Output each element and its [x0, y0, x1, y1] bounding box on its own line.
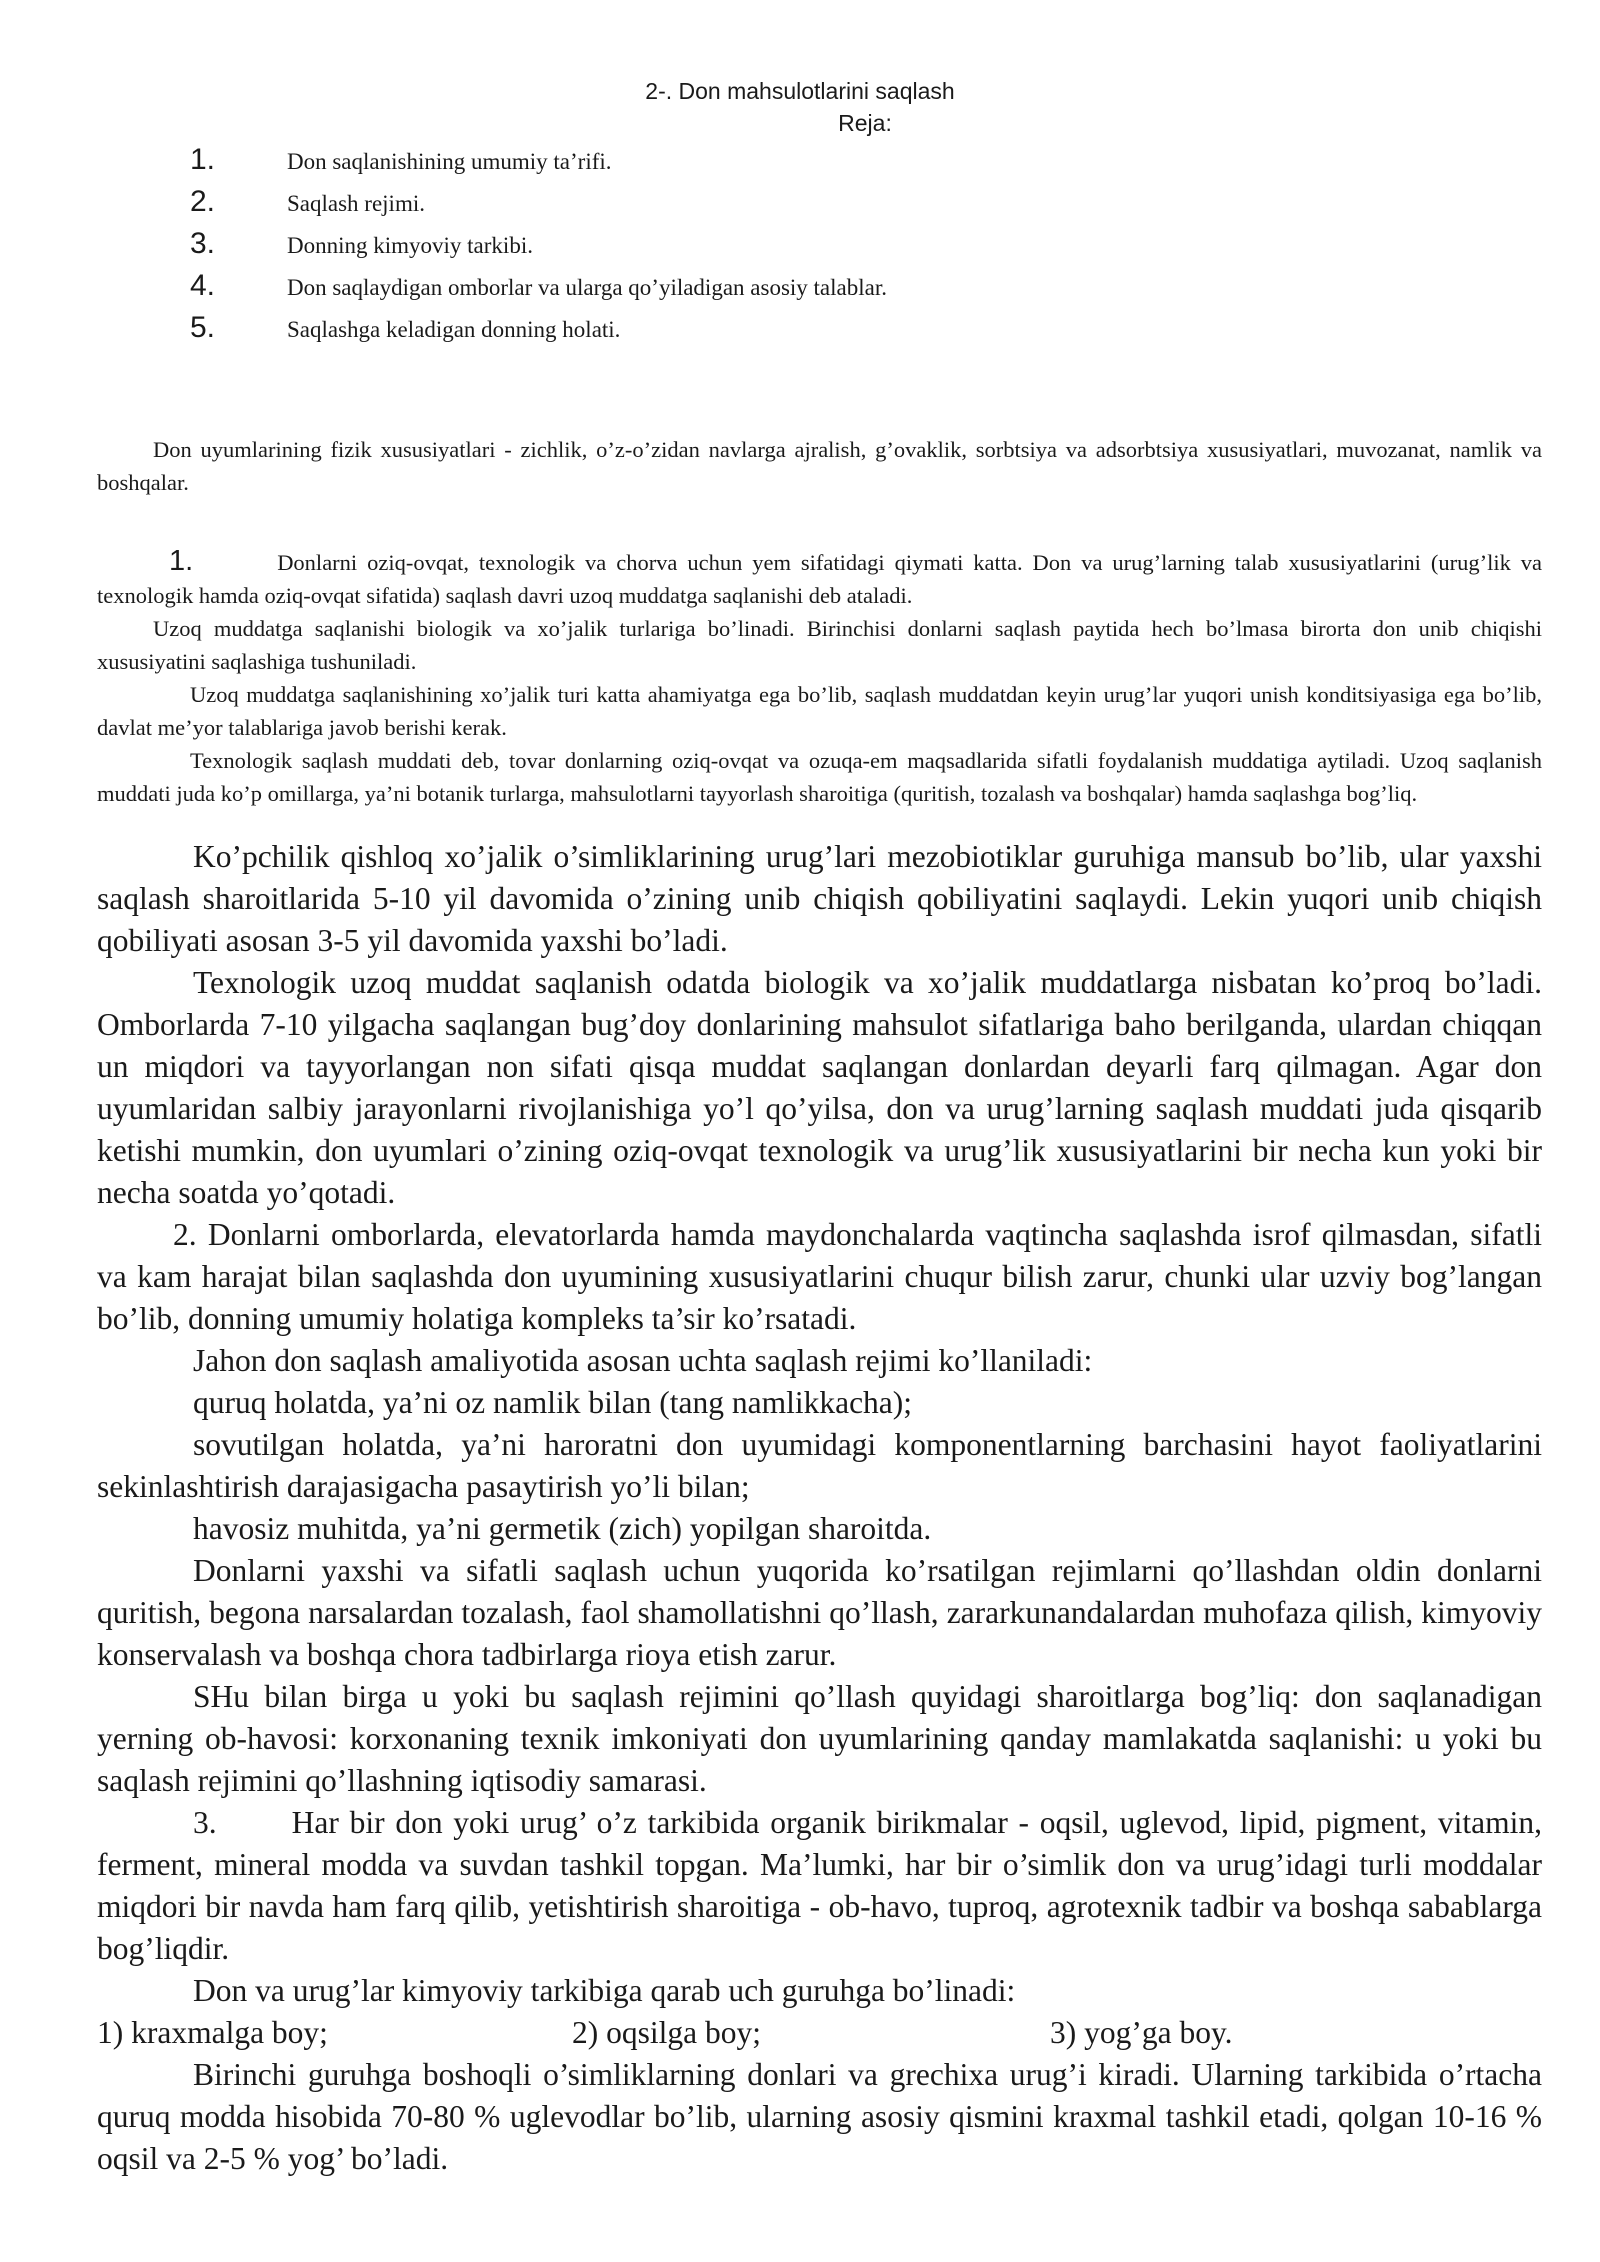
section-1-text: Donlarni oziq-ovqat, texnologik va chorva uchun yem sifatidagi qiymati katta. Don va urug’larning talab xususiyatlarini (urug’lik va texnologik hamda oziq-ovqat sifatida) saqlash davri uzoq muddatga saqlanishi deb ataladi. — [97, 550, 1542, 608]
body-paragraph: Texnologik uzoq muddat saqlanish odatda biologik va xo’jalik muddatlarga nisbatan ko’proq bo’ladi. Omborlarda 7-10 yilgacha saqlangan bug’doy donlarining mahsulot sifatlariga baho berilganda, ulardan chiqqan un miqdori va tayyorlangan non sifati qisqa muddat saqlangan donlardan deyarli farq qilmagan. Agar don uyumlaridan salbiy jarayonlarni rivojlanishiga yo’l qo’yilsa, don va urug’larning saqlash muddati juda qisqarib ketishi mumkin, don uyumlari o’zining oziq-ovqat texnologik va urug’lik xususiyatlarini bir necha kun yoki bir necha soatda yo’qotadi. — [97, 965, 1542, 1210]
group-list — [97, 2012, 1542, 2054]
section-1-block — [97, 545, 1542, 810]
body-paragraph: 2. Donlarni omborlarda, elevatorlarda hamda maydonchalarda vaqtincha saqlashda isrof qilmasdan, sifatli va kam harajat bilan saqlashda don uyumining xususiyatlarini chuqur bilish zarur, chunki ular uzviy bog’langan bo’lib, donning umumiy holatiga kompleks ta’sir ko’rsatadi. — [97, 1217, 1542, 1336]
section-1-paragraph: Uzoq muddatga saqlanishi biologik va xo’jalik turlariga bo’linadi. Birinchisi donlarni saqlash paytida hech bo’lmasa birorta don unib chiqishi xususiyatini saqlashiga tushuniladi. — [97, 616, 1542, 674]
body-paragraph: quruq holatda, ya’ni oz namlik bilan (tang namlikkacha); — [193, 1385, 913, 1420]
plan-item-text: Donning kimyoviy tarkibi. — [287, 233, 533, 258]
plan-item — [190, 185, 1290, 227]
group-item: 3) yog’ga boy. — [1050, 2015, 1233, 2050]
plan-item-text: Don saqlanishining umumiy ta’rifi. — [287, 149, 612, 174]
body-paragraph: sovutilgan holatda, ya’ni haroratni don uyumidagi komponentlarning barchasini hayot faoliyatlarini sekinlashtirish darajasigacha pasaytirish yo’li bilan; — [97, 1427, 1542, 1504]
group-item: 2) oqsilga boy; — [572, 2015, 761, 2050]
plan-list — [190, 143, 1290, 353]
intro-paragraph: Don uyumlarining fizik xususiyatlari - zichlik, o’z-o’zidan navlarga ajralish, g’ovaklik, sorbtsiya va adsorbtsiya xususiyatlari, muvozanat, namlik va boshqalar. — [97, 437, 1542, 495]
body-paragraph: SHu bilan birga u yoki bu saqlash rejimini qo’llash quyidagi sharoitlarga bog’liq: don saqlanadigan yerning ob-havosi: korxonaning texnik imkoniyati don uyumlarining qanday mamlakatda saqlanishi: u yoki bu saqlash rejimini qo’llashning iqtisodiy samarasi. — [97, 1679, 1542, 1798]
main-text — [97, 836, 1542, 2180]
plan-item — [190, 143, 1290, 185]
body-paragraph: Donlarni yaxshi va sifatli saqlash uchun yuqorida ko’rsatilgan rejimlarni qo’llashdan oldin donlarni quritish, begona narsalardan tozalash, faol shamollatishni qo’llash, zararkunandalardan muhofaza qilish, kimyoviy konservalash va boshqa chora tadbirlarga rioya etish zarur. — [97, 1553, 1542, 1672]
body-paragraph: Jahon don saqlash amaliyotida asosan uchta saqlash rejimi ko’llaniladi: — [193, 1343, 1093, 1378]
plan-item-number: 1. — [190, 143, 216, 176]
plan-item-number: 2. — [190, 185, 216, 218]
plan-item-text: Saqlash rejimi. — [287, 191, 425, 216]
section-1-number: 1. — [169, 545, 194, 577]
plan-heading: Reja: — [838, 110, 892, 136]
section-1-paragraph: Uzoq muddatga saqlanishining xo’jalik turi katta ahamiyatga ega bo’lib, saqlash muddatdan keyin urug’lar yuqori unish konditsiyasiga ega bo’lib, davlat me’yor talablariga javob berishi kerak. — [97, 682, 1542, 740]
group-item: 1) kraxmalga boy; — [97, 2015, 328, 2050]
plan-item — [190, 311, 1290, 353]
body-paragraph: 3. Har bir don yoki urug’ o’z tarkibida organik birikmalar - oqsil, uglevod, lipid, pigment, vitamin, ferment, mineral modda va suvdan tashkil topgan. Ma’lumki, har bir o’simlik don va urug’idagi turli moddalar miqdori bir navda ham farq qilib, yetishtirish sharoitiga - ob-havo, tuproq, agrotexnik tadbir va boshqa sabablarga bog’liqdir. — [97, 1805, 1542, 1966]
plan-item — [190, 269, 1290, 311]
plan-item-text: Saqlashga keladigan donning holati. — [287, 317, 621, 342]
plan-item-text: Don saqlaydigan omborlar va ularga qo’yiladigan asosiy talablar. — [287, 275, 887, 300]
section-1-paragraph: Texnologik saqlash muddati deb, tovar donlarning oziq-ovqat va ozuqa-em maqsadlarida sifatli foydalanish muddatiga aytiladi. Uzoq saqlanish muddati juda ko’p omillarga, ya’ni botanik turlarga, mahsulotlarni tayyorlash sharoitiga (quritish, tozalash va boshqalar) hamda saqlashga bog’liq. — [97, 748, 1542, 806]
document-title: 2-. Don mahsulotlarini saqlash — [645, 78, 955, 104]
body-paragraph: Don va urug’lar kimyoviy tarkibiga qarab uch guruhga bo’linadi: — [193, 1973, 1016, 2008]
body-paragraph: Ko’pchilik qishloq xo’jalik o’simliklarining urug’lari mezobiotiklar guruhiga mansub bo’lib, ular yaxshi saqlash sharoitlarida 5-10 yil davomida o’zining unib chiqish qobiliyatini saqlaydi. Lekin yuqori unib chiqish qobiliyati asosan 3-5 yil davomida yaxshi bo’ladi. — [97, 839, 1542, 958]
plan-item-number: 5. — [190, 311, 216, 344]
plan-item-number: 3. — [190, 227, 216, 260]
plan-item — [190, 227, 1290, 269]
intro-block — [97, 433, 1542, 499]
body-paragraph: Birinchi guruhga boshoqli o’simliklarning donlari va grechixa urug’i kiradi. Ularning tarkibida o’rtacha quruq modda hisobida 70-80 % uglevodlar bo’lib, ularning asosiy qismini kraxmal tashkil etadi, qolgan 10-16 % oqsil va 2-5 % yog’ bo’ladi. — [97, 2057, 1542, 2176]
plan-item-number: 4. — [190, 269, 216, 302]
body-paragraph: havosiz muhitda, ya’ni germetik (zich) yopilgan sharoitda. — [193, 1511, 932, 1546]
section-1-paragraph — [97, 545, 1542, 612]
